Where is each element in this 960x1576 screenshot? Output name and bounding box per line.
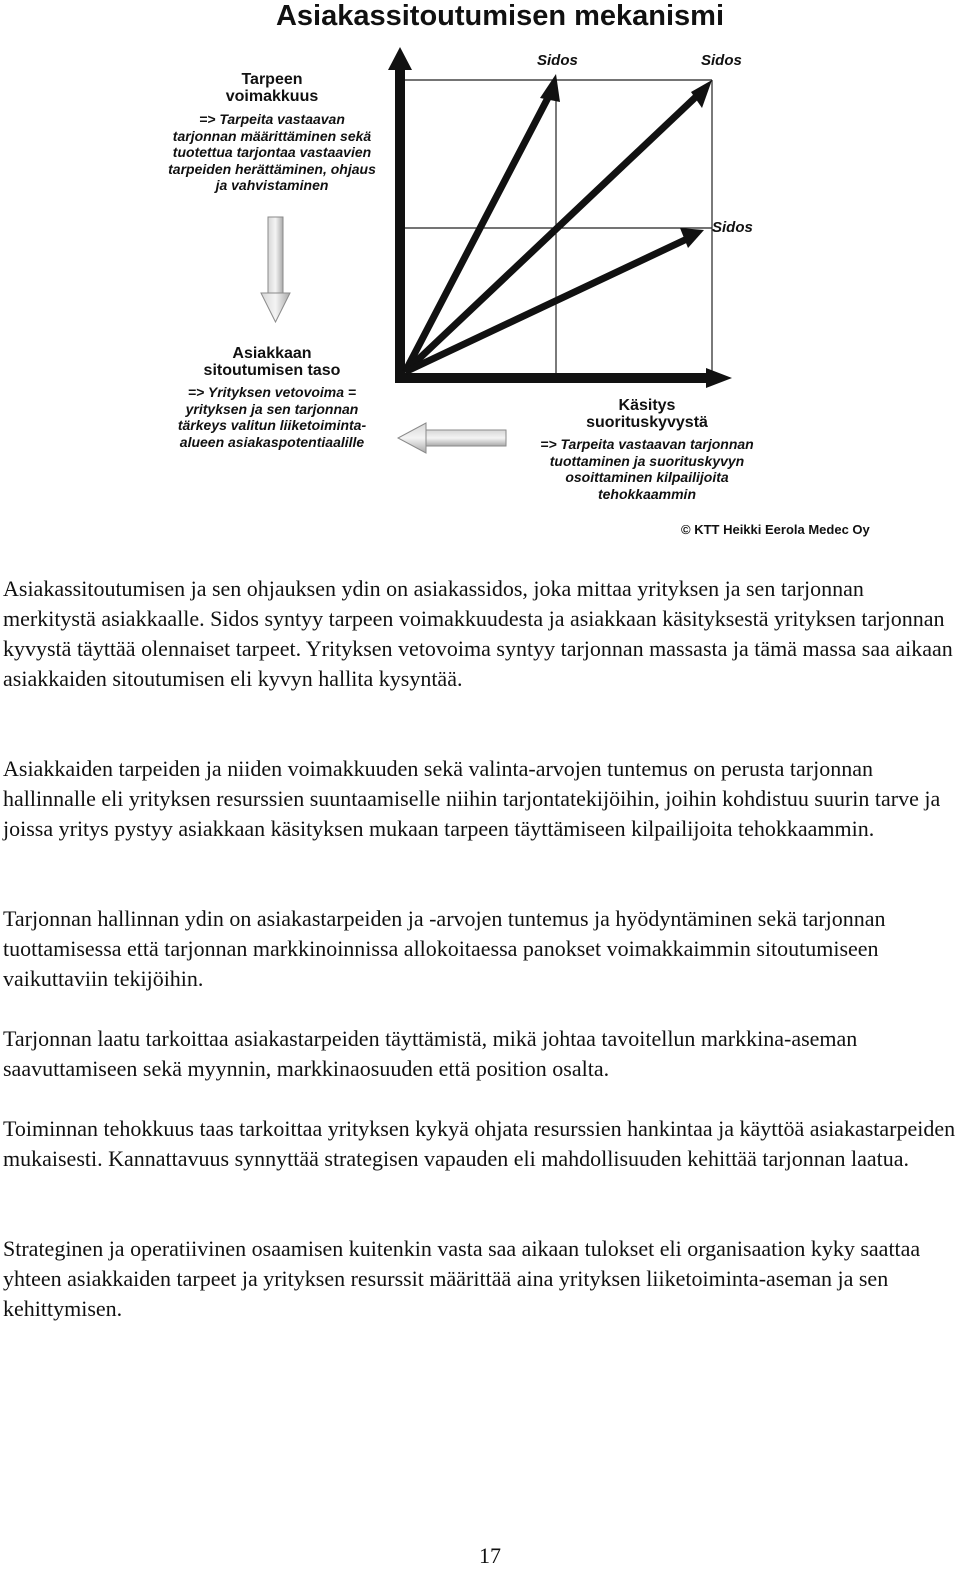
bond-arrow-1 xyxy=(405,92,551,372)
need-strength-block xyxy=(152,71,392,194)
bond-label-2: Sidos xyxy=(701,52,742,69)
paragraph-4: Tarjonnan laatu tarkoittaa asiakastarpeiden täyttämistä, mikä johtaa tavoitellun markkina-aseman saavuttamiseen sekä myynnin, markkinaosuuden että position osalta. xyxy=(3,1026,858,1081)
performance-perception-description: => Tarpeita vastaavan tarjonnan tuottaminen ja suorituskyvyn osoittaminen kilpailijoita tehokkaammin xyxy=(540,436,754,502)
paragraph-1: Asiakassitoutumisen ja sen ohjauksen ydin on asiakassidos, joka mittaa yrityksen ja sen tarjonnan merkitystä asiakkaalle. Sidos syntyy tarpeen voimakkuudesta ja asiakkaan käsityksestä yrityksen tarjonnan kyvystä täyttää olennaiset tarpeet. Yrityksen vetovoima syntyy tarjonnan massasta ja tämä massa saa aikaan asiakkaiden sitoutumisen eli kyvyn hallita kysyntää. xyxy=(3,576,953,691)
performance-perception-block xyxy=(517,397,777,502)
bond-arrows xyxy=(405,74,712,372)
paragraph-3: Tarjonnan hallinnan ydin on asiakastarpeiden ja -arvojen tuntemus ja hyödyntäminen sekä tarjonnan tuottamisessa että tarjonnan markkinoinnissa allokoitaessa panokset voimakkaimmin sitoutumiseen vaikuttaviin tekijöihin. xyxy=(3,906,886,991)
paragraph-6: Strateginen ja operatiivinen osaamisen kuitenkin vasta saa aikaan tulokset eli organisaation kyky saattaa yhteen asiakkaiden tarpeet ja yrityksen resurssit määrittää aina yrityksen liiketoiminta-aseman ja sen kehittymisen. xyxy=(3,1236,921,1321)
commitment-level-heading: Asiakkaan sitoutumisen taso xyxy=(203,345,341,379)
diagram-title: Asiakassitoutumisen mekanismi xyxy=(275,0,725,32)
commitment-level-block xyxy=(152,345,392,450)
performance-perception-heading: Käsitys suorituskyvystä xyxy=(586,397,708,431)
bond-arrow-3 xyxy=(405,238,689,372)
commitment-level-description: => Yrityksen vetovoima = yrityksen ja sen tarjonnan tärkeys valitun liiketoiminta- alueen asiakaspotentiaalille xyxy=(177,384,367,450)
down-flow-arrow xyxy=(261,217,290,322)
bond-arrow-2 xyxy=(405,92,701,372)
left-flow-arrow xyxy=(398,423,506,453)
paragraph-2: Asiakkaiden tarpeiden ja niiden voimakkuuden sekä valinta-arvojen tuntemus on perusta tarjonnan hallinnalle eli yrityksen resurssien suuntaamiselle niihin tarjontatekijöihin, joihin kohdistuu suurin tarve ja joissa yritys pystyy asiakkaan käsityksen mukaan tarpeen täyttämiseen kilpailijoita tehokkaammin. xyxy=(3,756,941,841)
horizontal-axis xyxy=(395,368,732,388)
bond-label-3: Sidos xyxy=(712,219,753,236)
need-strength-heading: Tarpeen voimakkuus xyxy=(225,71,319,105)
paragraph-5: Toiminnan tehokkuus taas tarkoittaa yrityksen kykyä ohjata resurssien hankintaa ja käyttöä asiakastarpeiden mukaisesti. Kannattavuus synnyttää strategisen vapauden eli mahdollisuuden kehittää tarjonnan laatua. xyxy=(3,1116,956,1171)
mechanism-diagram xyxy=(0,0,960,520)
page-number: 17 xyxy=(479,1543,501,1568)
bond-label-1: Sidos xyxy=(537,52,578,69)
need-strength-description: => Tarpeita vastaavan tarjonnan määrittäminen sekä tuotettua tarjontaa vastaavien tarpeiden herättäminen, ohjaus ja vahvistaminen xyxy=(168,111,376,193)
copyright-notice: © KTT Heikki Eerola Medec Oy xyxy=(681,522,870,537)
